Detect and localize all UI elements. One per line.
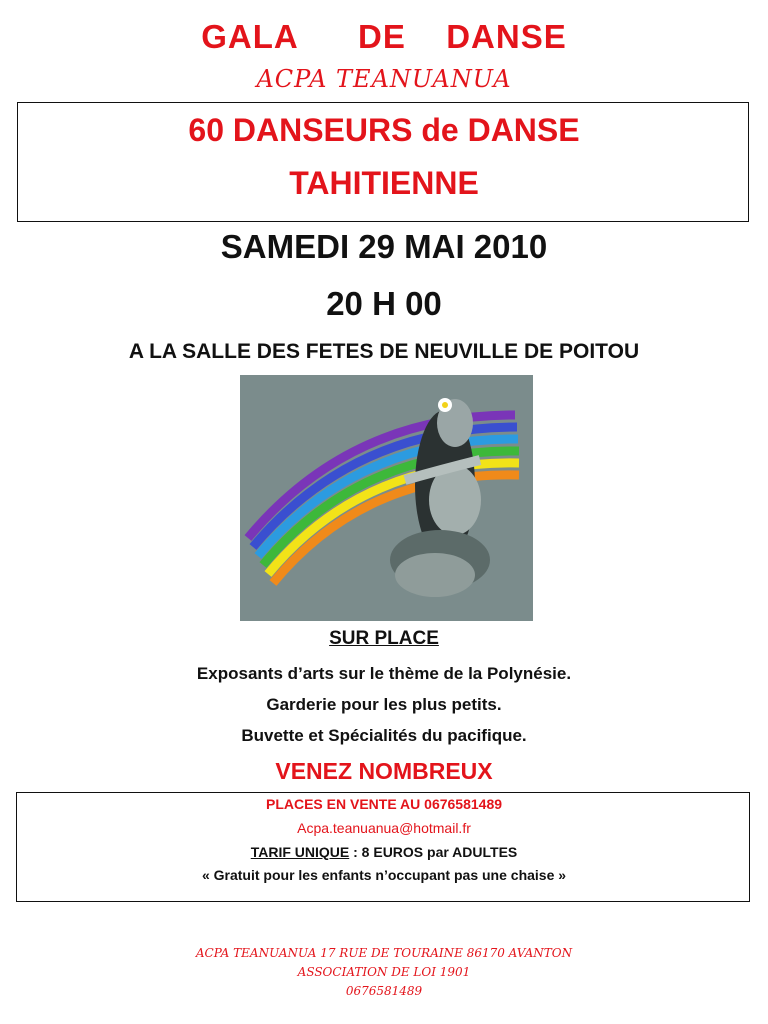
headline-line-1: 60 DANSEURS de DANSE [188,112,580,148]
dancer-rainbow-image [240,375,533,621]
footer-phone: 0676581489 [345,984,423,998]
gala-title: GALA DE DANSE [201,18,567,55]
organizer-subtitle: ACPA TEANUANUA [256,65,512,93]
event-date: SAMEDI 29 MAI 2010 [220,228,548,265]
on-site-item: Exposants d’arts sur le thème de la Polynésie. [196,664,572,683]
tarif-value: : 8 EUROS par ADULTES [349,844,518,860]
on-site-heading: SUR PLACE [329,628,439,649]
headline-line-2: TAHITIENNE [289,165,479,201]
event-time: 20 H 00 [326,285,442,322]
contact-email[interactable]: Acpa.teanuanua@hotmail.fr [297,820,471,836]
on-site-item: Garderie pour les plus petits. [266,695,502,714]
event-venue: A LA SALLE DES FETES DE NEUVILLE DE POITOU [128,340,640,363]
ticket-sales-line: PLACES EN VENTE AU 0676581489 [265,796,503,812]
footer-association: ASSOCIATION DE LOI 1901 [297,965,471,979]
footer-address: ACPA TEANUANUA 17 RUE DE TOURAINE 86170 AVANTON [195,946,573,960]
tarif-label: TARIF UNIQUE [250,844,350,860]
call-to-action: VENEZ NOMBREUX [275,758,493,784]
tarif-line [0,844,768,860]
on-site-item: Buvette et Spécialités du pacifique. [241,726,527,745]
free-entry-note: « Gratuit pour les enfants n’occupant pas une chaise » [201,867,567,883]
